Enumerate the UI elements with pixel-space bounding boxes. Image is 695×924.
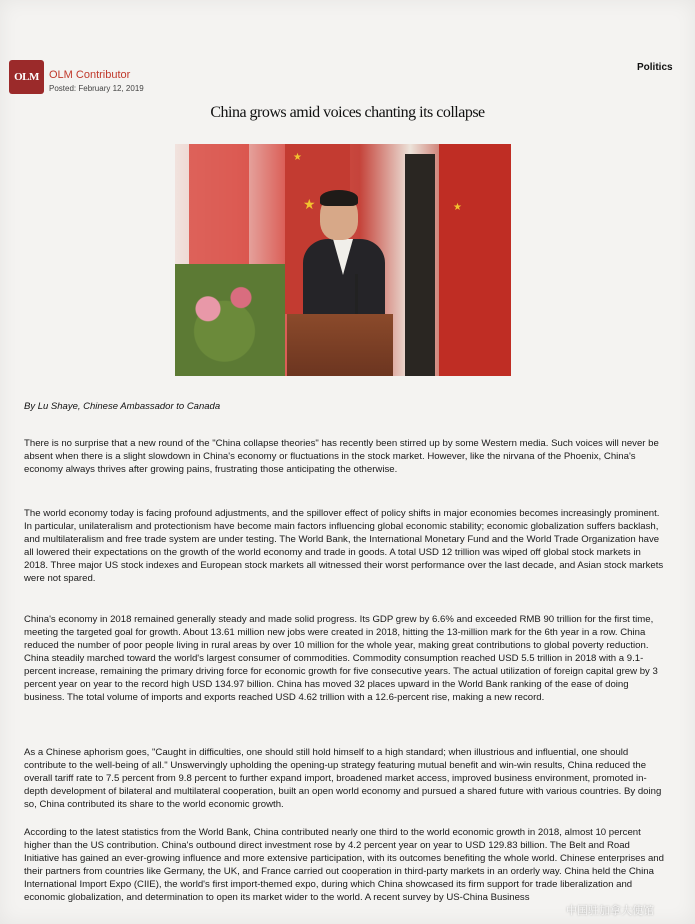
flag-shape [439,144,511,376]
watermark: 中国驻加拿大使馆 [566,905,654,917]
logo-text: OLM [14,71,39,83]
contributor-name[interactable]: OLM Contributor [49,69,131,81]
olm-logo [9,60,44,94]
microphone-icon [355,274,358,314]
star-icon: ★ [453,202,462,213]
article-paragraph: There is no surprise that a new round of the "China collapse theories" has recently been stirred up by some Western media. Such voices will never be absent when there is a slight slowdown in China's economy or fluctuations in the stock market. However, like the nirvana of the Phoenix, China's economy always thrives after growing pains, frustrating those anticipating the otherwise. [24,438,659,475]
star-icon: ★ [303,196,316,212]
article-title: China grows amid voices chanting its collapse [210,104,485,121]
article-paragraph: As a Chinese aphorism goes, "Caught in difficulties, one should still hold himself to a high standard; when illustrious and influential, one should contribute to the well-being of all." Unswervingly upholding the opening-up strategy featuring mutual benefit and win-win results, China reduced the overall tariff rate to 7.5 percent from 9.8 percent to further expand import, broadened market access, improved business environment, promoted in-depth development of bilateral and multilateral cooperation, built an open world economy and pursued a shared future with various countries. By doing so, China contributed its share to the world economic growth. [24,747,662,810]
pillar-shape [405,154,435,376]
article-photo [175,144,511,376]
article-paragraph: According to the latest statistics from the World Bank, China contributed nearly one third to the world economic growth in 2018, almost 10 percent higher than the US contribution. China's outbound direct investment rose by 4.2 percent year on year to USD 129.83 billion. The Belt and Road Initiative has gained an ever-growing influence and more extensive participation, with its outcomes benefiting the whole world. Chinese enterprises and their partners from countries like Germany, the UK, and France carried out cooperation in third-party markets in an orderly way. China held the China International Import Expo (CIIE), the world's first import-themed expo, during which China showcased its firm support for trade liberalization and economic globalization, and determination to open its market wider to the world. A recent survey by US-China Business [24,827,664,903]
article-paragraph: The world economy today is facing profound adjustments, and the spillover effect of policy shifts in major economies becomes increasingly prominent. In particular, unilateralism and protectionism have become main factors influencing global economic stability; economic globalization suffers backlash, and multilateralism and free trade system are under testing. The World Bank, the International Monetary Fund and the World Trade Organization have all lowered their expectations on the growth of the world economy and trade in goods. A total USD 12 trillion was wiped off global stock markets in 2018. Three major US stock indexes and European stock markets all witnessed their worst performance over the last decade, and Asian stock markets were not spared. [24,508,664,584]
star-icon: ★ [293,152,302,163]
podium [287,314,393,376]
article-byline: By Lu Shaye, Chinese Ambassador to Canada [24,401,221,412]
article-paragraph: China's economy in 2018 remained generally steady and made solid progress. Its GDP grew by 6.6% and exceeded RMB 90 trillion for the first time, meeting the targeted goal for growth. About 13.61 million new jobs were created in 2018, hitting the 13-million mark for the 6th year in a row. China reduced the number of poor people living in rural areas by over 10 million for the whole year, making great contributions to global poverty reduction. China steadily marched toward the world's largest consumer of commodities. Commodity consumption reached USD 5.5 trillion in 2018 with a 9.1-percent increase, remaining the primary driving force for economic growth for five consecutive years. The actual utilization of foreign capital grew by 3 percent year on year to the record high USD 134.97 billion. China has moved 32 places upward in the World Bank ranking of the ease of doing business. The total volume of imports and exports reached USD 4.62 trillion with a 12.6-percent rise, making a new record. [24,614,658,703]
speaker-hair [320,190,358,206]
posted-date: Posted: February 12, 2019 [49,84,144,93]
category-label[interactable]: Politics [637,62,673,73]
flower-arrangement [175,264,285,376]
